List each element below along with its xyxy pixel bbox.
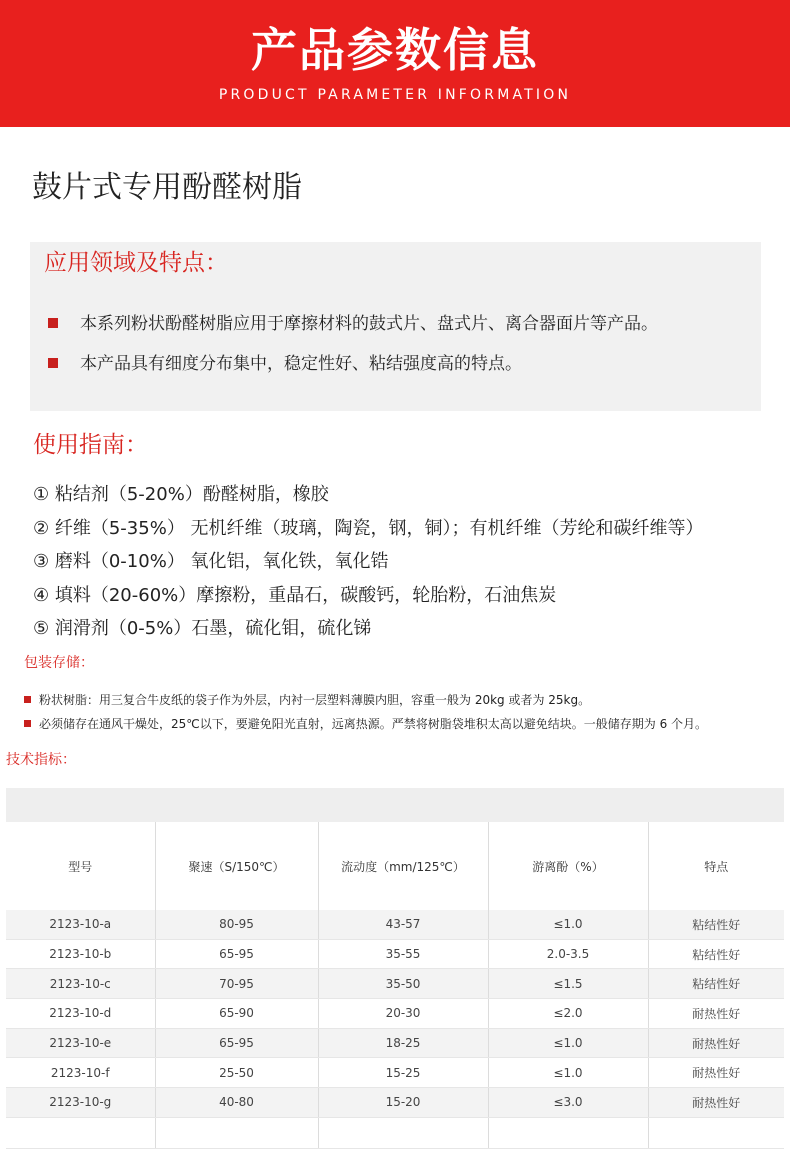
cell-feature: 粘结性好 [648, 939, 784, 969]
packaging-item [24, 715, 707, 733]
guide-item: ① 粘结剂（5-20%）酚醛树脂，橡胶 [33, 484, 329, 505]
header-banner [0, 0, 790, 127]
cell-model: 2123-10-f [6, 1058, 155, 1088]
cell-gel-time: 40-80 [155, 1088, 318, 1118]
table-header-row [6, 822, 784, 910]
cell-flow: 35-55 [318, 939, 488, 969]
packaging-text: 粉状树脂：用三复合牛皮纸的袋子作为外层，内衬一层塑料薄膜内胆，容重一般为 20kg 或者为 25kg。 [39, 693, 591, 707]
cell-feature: 粘结性好 [648, 910, 784, 939]
cell-free-phenol: ≤3.0 [488, 1088, 648, 1118]
feature-text: 本系列粉状酚醛树脂应用于摩擦材料的鼓式片、盘式片、离合器面片等产品。 [80, 314, 658, 334]
cell-feature: 耐热性好 [648, 1088, 784, 1118]
cell-flow: 35-50 [318, 969, 488, 999]
cell-flow: 18-25 [318, 1028, 488, 1058]
cell-gel-time: 65-95 [155, 939, 318, 969]
cell-model: 2123-10-g [6, 1088, 155, 1118]
packaging-heading: 包装存储： [24, 655, 94, 671]
cell-flow: 15-20 [318, 1088, 488, 1118]
packaging-text: 必须储存在通风干燥处，25℃以下，要避免阳光直射，远离热源。严禁将树脂袋堆积太高以避免结块。一般储存期为 6 个月。 [39, 717, 708, 731]
guide-item: ③ 磨料（0-10%） 氧化铝，氧化铁，氧化锆 [33, 551, 389, 572]
cell-free-phenol: ≤2.0 [488, 999, 648, 1029]
cell-feature: 耐热性好 [648, 1028, 784, 1058]
cell-model: 2123-10-a [6, 910, 155, 939]
col-header-model: 型号 [68, 859, 93, 874]
col-header-feature: 特点 [648, 822, 784, 910]
cell-feature: 耐热性好 [648, 1058, 784, 1088]
banner-subtitle: PRODUCT PARAMETER INFORMATION [218, 87, 572, 103]
table-row [6, 1058, 784, 1088]
table-row [6, 910, 784, 939]
col-header-free-phenol: 游离酚（%） [488, 822, 648, 910]
cell-gel-time: 65-90 [155, 999, 318, 1029]
square-bullet-icon [24, 720, 31, 727]
spec-table [6, 822, 784, 1149]
cell-free-phenol: 2.0-3.5 [488, 939, 648, 969]
cell-model: 2123-10-b [6, 939, 155, 969]
cell-model: 2123-10-e [6, 1028, 155, 1058]
square-bullet-icon [48, 318, 58, 328]
cell-free-phenol: ≤1.0 [488, 910, 648, 939]
banner-title: 产品参数信息 [251, 23, 539, 77]
cell-gel-time: 25-50 [155, 1058, 318, 1088]
guide-heading: 使用指南： [33, 432, 148, 458]
cell-free-phenol: ≤1.0 [488, 1028, 648, 1058]
square-bullet-icon [24, 696, 31, 703]
table-empty-row [6, 1117, 784, 1148]
guide-item: ⑤ 润滑剂（0-5%）石墨，硫化钼，硫化锑 [33, 618, 372, 639]
features-panel [30, 242, 761, 411]
cell-gel-time: 80-95 [155, 910, 318, 939]
table-row [6, 1088, 784, 1118]
spec-table-container [6, 788, 784, 1159]
cell-flow: 43-57 [318, 910, 488, 939]
guide-item: ② 纤维（5-35%） 无机纤维（玻璃，陶瓷，钢，铜）；有机纤维（芳纶和碳纤维等） [33, 518, 704, 539]
cell-feature: 耐热性好 [648, 999, 784, 1029]
cell-model: 2123-10-d [6, 999, 155, 1029]
feature-item [48, 352, 522, 376]
cell-gel-time: 65-95 [155, 1028, 318, 1058]
cell-free-phenol: ≤1.0 [488, 1058, 648, 1088]
col-header-flow: 流动度（mm/125℃） [318, 822, 488, 910]
square-bullet-icon [48, 358, 58, 368]
feature-item [48, 312, 658, 336]
cell-free-phenol: ≤1.5 [488, 969, 648, 999]
cell-flow: 20-30 [318, 999, 488, 1029]
packaging-item [24, 691, 590, 709]
cell-gel-time: 70-95 [155, 969, 318, 999]
feature-text: 本产品具有细度分布集中，稳定性好、粘结强度高的特点。 [80, 354, 522, 374]
guide-item: ④ 填料（20-60%）摩擦粉，重晶石，碳酸钙，轮胎粉，石油焦炭 [33, 585, 557, 606]
cell-model: 2123-10-c [6, 969, 155, 999]
table-row [6, 999, 784, 1029]
features-heading: 应用领域及特点： [44, 250, 228, 276]
cell-feature: 粘结性好 [648, 969, 784, 999]
table-row [6, 1028, 784, 1058]
tech-heading: 技术指标： [6, 752, 76, 768]
table-row [6, 969, 784, 999]
table-row [6, 939, 784, 969]
col-header-gel-time: 聚速（S/150℃） [155, 822, 318, 910]
table-top-band [6, 788, 784, 822]
product-title: 鼓片式专用酚醛树脂 [32, 170, 302, 205]
cell-flow: 15-25 [318, 1058, 488, 1088]
